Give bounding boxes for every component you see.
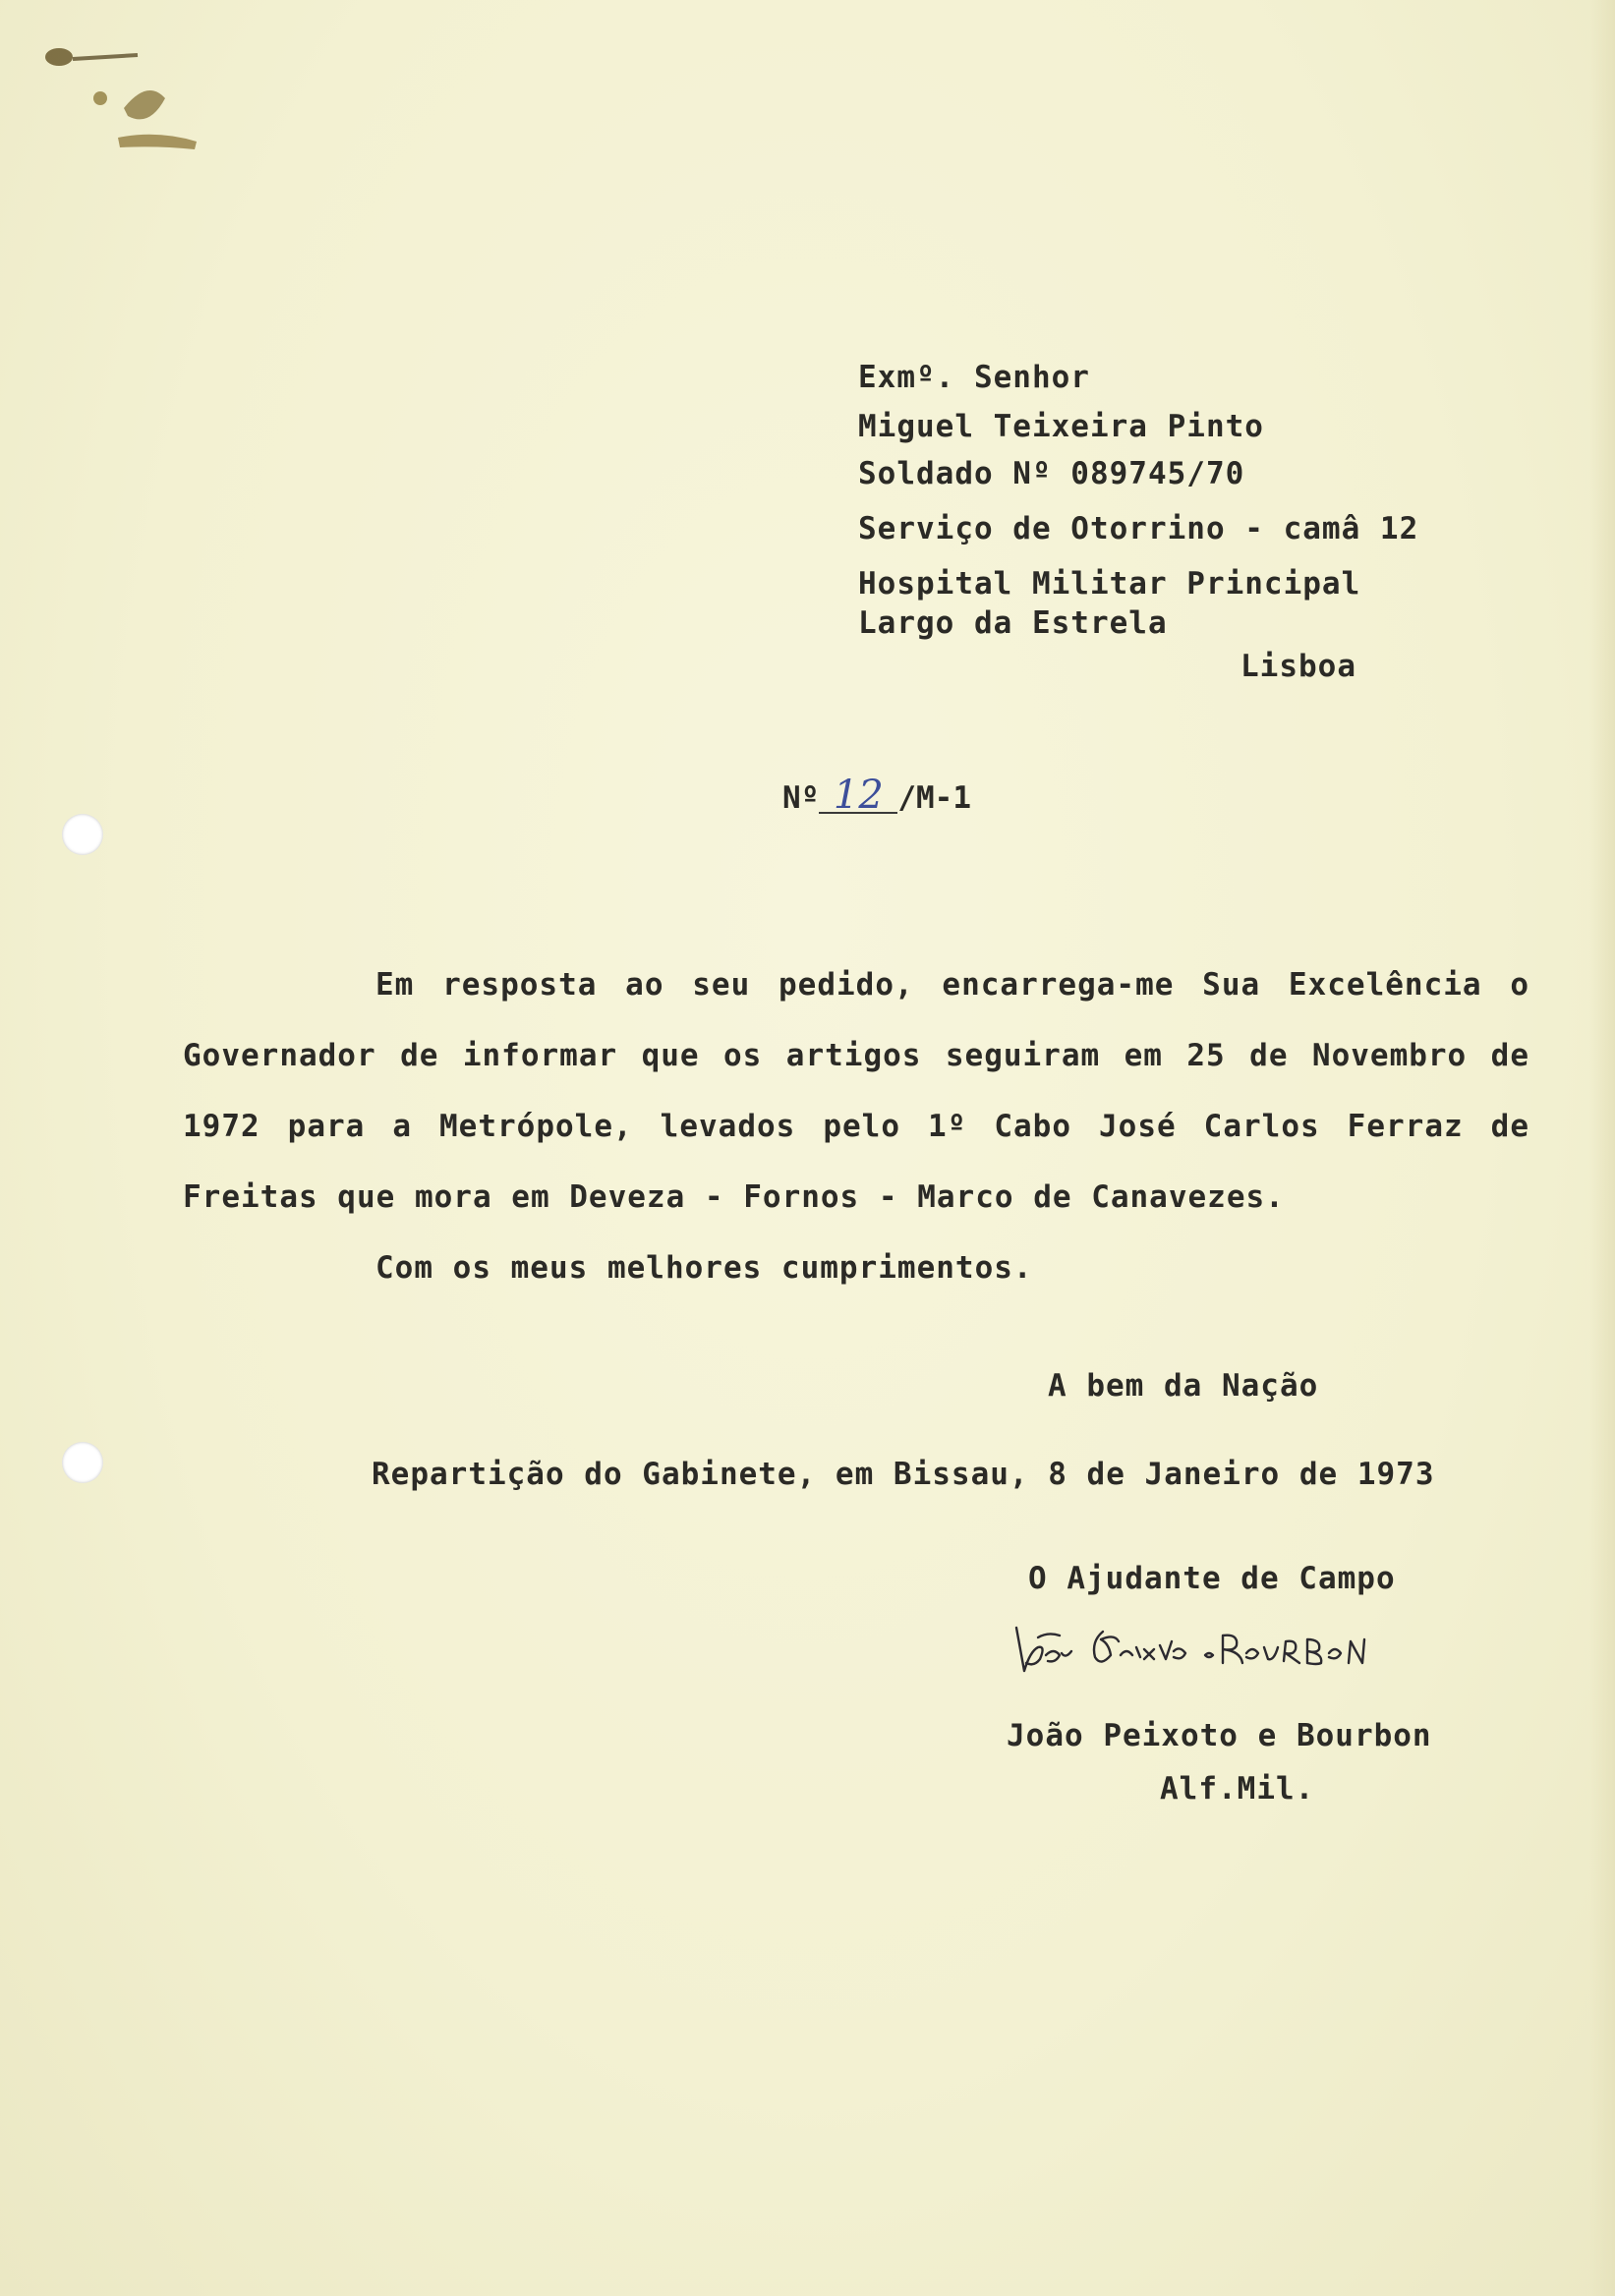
- paper-edge: [1589, 0, 1615, 2296]
- signatory-title: O Ajudante de Campo: [1028, 1561, 1396, 1596]
- addressee-name: Miguel Teixeira Pinto: [858, 409, 1264, 444]
- addressee-rank: Soldado Nº 089745/70: [858, 456, 1245, 491]
- addressee-salutation: Exmº. Senhor: [858, 360, 1090, 395]
- formula-line: A bem da Nação: [1048, 1368, 1319, 1404]
- addressee-ward: Serviço de Otorrino - camâ 12: [858, 511, 1419, 546]
- reference-handwritten-number: 12: [819, 778, 897, 814]
- signatory-name: João Peixoto e Bourbon: [1007, 1718, 1432, 1753]
- addressee-city: Lisboa: [1240, 649, 1356, 684]
- reference-prefix: Nº: [782, 780, 820, 816]
- place-date-line: Repartição do Gabinete, em Bissau, 8 de Janeiro de 1973: [372, 1457, 1435, 1492]
- signatory-rank: Alf.Mil.: [1160, 1771, 1315, 1807]
- body-closing: Com os meus melhores cumprimentos.: [375, 1250, 1033, 1286]
- letter-body: [183, 949, 1529, 1303]
- reference-number: [782, 773, 971, 818]
- punch-hole-bottom: [62, 1442, 103, 1483]
- punch-hole-top: [62, 814, 103, 855]
- addressee-street: Largo da Estrela: [858, 605, 1168, 641]
- reference-suffix: /M-1: [897, 780, 971, 816]
- rust-stain-mark: [39, 39, 216, 167]
- handwritten-signature: [1012, 1612, 1386, 1683]
- body-paragraph: Em resposta ao seu pedido, encarrega-me Sua Excelência o Governador de informar que os artigos seguiram em 25 de Novembro de 1972 para a Metrópole, levados pelo 1º Cabo José Carlos Ferraz de Freitas que mora em Deveza - Fornos - Marco de Canavezes.: [183, 967, 1529, 1215]
- addressee-hospital: Hospital Militar Principal: [858, 566, 1361, 602]
